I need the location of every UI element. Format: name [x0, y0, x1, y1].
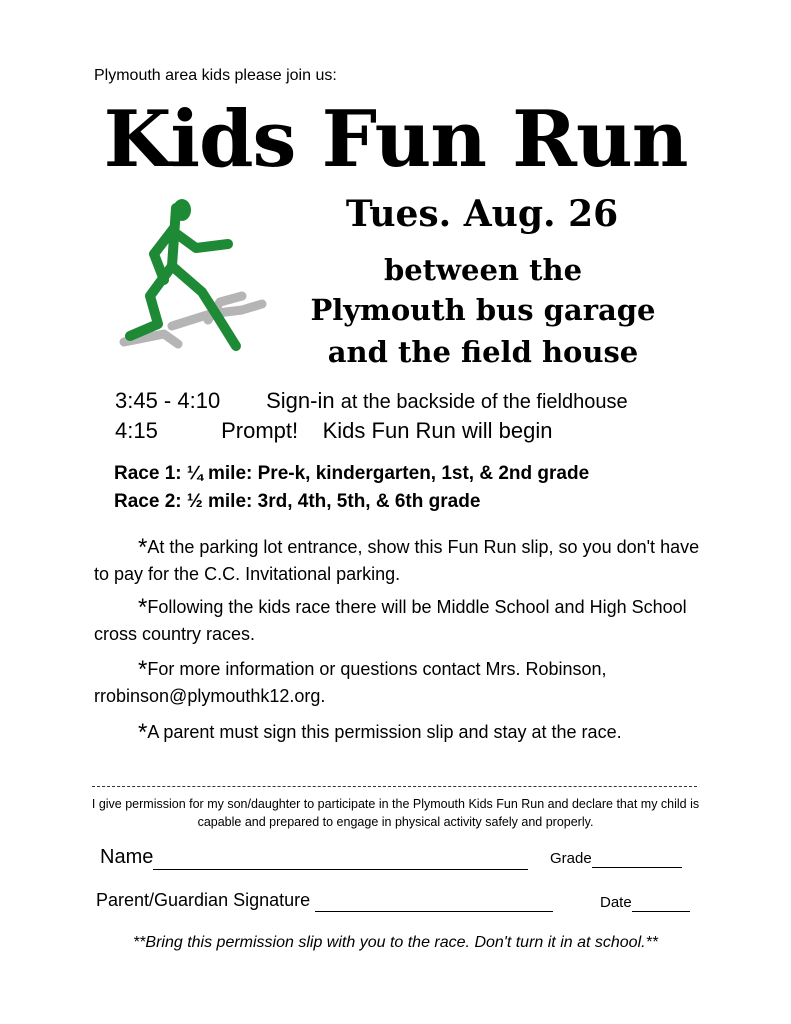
- note-text: For more information or questions contact Mrs. Robinson, rrobinson@plymouthk12.org.: [94, 659, 607, 706]
- runner-icon: [112, 196, 272, 356]
- signature-line: [315, 890, 553, 912]
- start-prompt: Prompt!: [221, 418, 299, 443]
- start-time: 4:15: [115, 418, 158, 443]
- start-row: [115, 416, 553, 446]
- note-star: *: [138, 656, 148, 683]
- event-date: Tues. Aug. 26: [345, 193, 619, 235]
- date-field: [600, 894, 690, 912]
- race-2: Race 2: ½ mile: 3rd, 4th, 5th, & 6th grade: [114, 491, 481, 512]
- note-races: [94, 594, 714, 648]
- page-title: Kids Fun Run: [103, 94, 688, 185]
- permission-text: I give permission for my son/daughter to participate in the Plymouth Kids Fun Run and declare that my child is capable and prepared to engage in physical activity safely and properly.: [91, 797, 700, 829]
- note-parent: [94, 719, 714, 746]
- location-line-2: Plymouth bus garage: [310, 293, 656, 327]
- parent-label: Parent/Guardian Signature: [96, 890, 311, 910]
- date-line: [632, 894, 690, 912]
- signin-label: Sign-in: [266, 388, 335, 413]
- location-line-1: between the: [383, 253, 583, 287]
- note-star: *: [138, 719, 148, 746]
- signin-time: 3:45 - 4:10: [115, 388, 221, 413]
- name-label: Name: [100, 846, 154, 868]
- cut-line: [92, 786, 697, 787]
- note-contact: [94, 656, 714, 710]
- race-1: Race 1: ¼ mile: Pre-k, kindergarten, 1st, & 2nd grade: [114, 463, 590, 484]
- name-field: [100, 846, 528, 870]
- note-text: Following the kids race there will be Middle School and High School cross country races.: [94, 597, 687, 644]
- note-star: *: [138, 534, 148, 561]
- signin-row: [115, 386, 628, 417]
- footer-note: **Bring this permission slip with you to the race. Don't turn it in at school.**: [132, 934, 659, 951]
- signin-place: at the backside of the fieldhouse: [340, 391, 628, 413]
- note-text: At the parking lot entrance, show this Fun Run slip, so you don't have to pay for the C.C. Invitational parking.: [94, 537, 700, 584]
- signature-field: [96, 890, 553, 912]
- grade-line: [592, 850, 682, 868]
- start-text: Kids Fun Run will begin: [322, 418, 553, 443]
- note-parking: [94, 534, 714, 588]
- grade-field: [550, 850, 682, 868]
- note-text: A parent must sign this permission slip and stay at the race.: [147, 722, 622, 742]
- intro-text: Plymouth area kids please join us:: [94, 67, 337, 84]
- name-line: [153, 846, 528, 870]
- date-label: Date: [600, 894, 632, 911]
- grade-label: Grade: [550, 850, 592, 867]
- location-line-3: and the field house: [327, 335, 639, 369]
- note-star: *: [138, 594, 148, 621]
